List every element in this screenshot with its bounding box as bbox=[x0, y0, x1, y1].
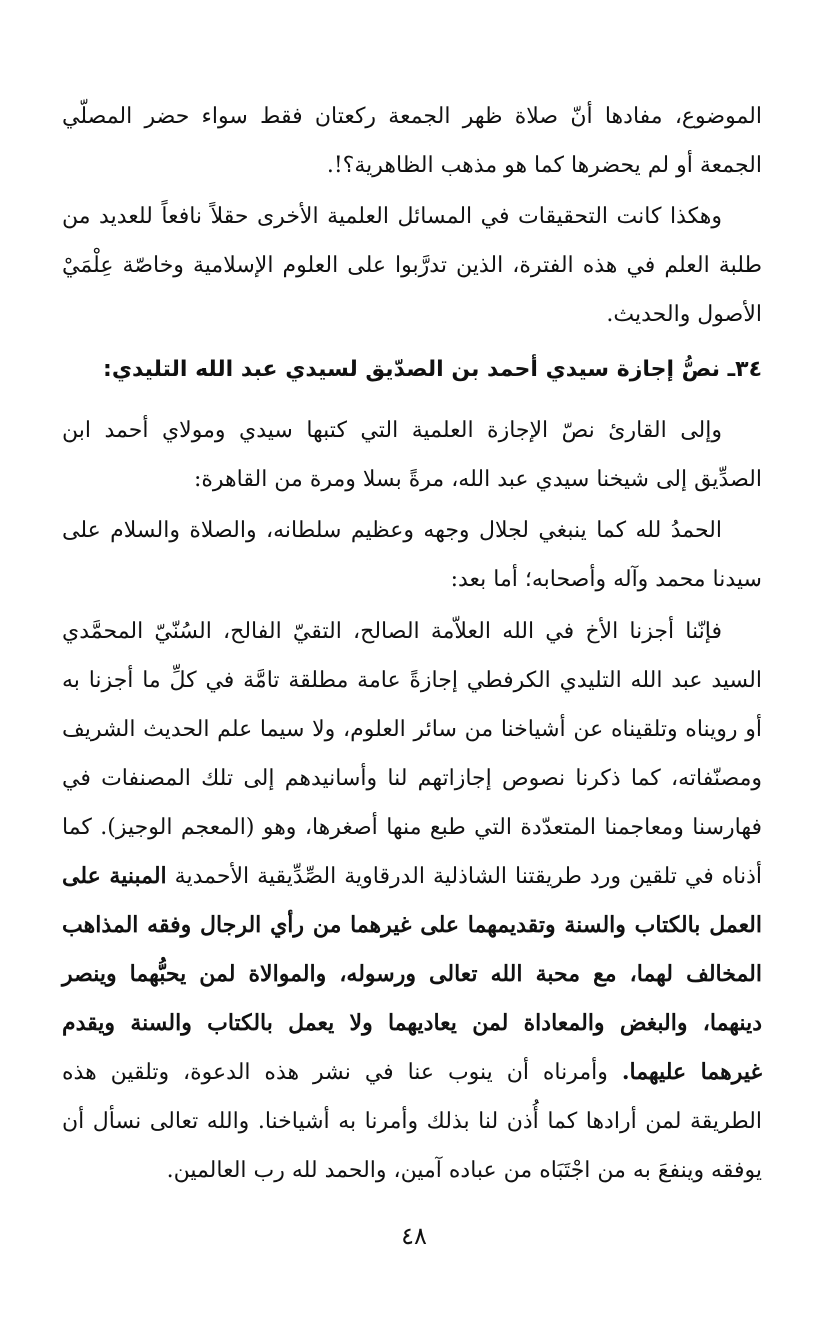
ijaza-text-bold: المبنية على العمل بالكتاب والسنة وتقديمهما على غيرهما من رأي الرجال وفقه المذاهب المخالف لهما، مع محبة الله تعالى ورسوله، والموالاة لمن يحبُّهما وينصر دينهما، والبغض والمعاداة لمن يعاديهما ولا يعمل بالكتاب والسنة ويقدم غيرهما عليهما. bbox=[62, 863, 763, 1085]
paragraph-praise: الحمدُ لله كما ينبغي لجلال وجهه وعظيم سلطانه، والصلاة والسلام على سيدنا محمد وآله وأصحابه؛ أما بعد: bbox=[62, 518, 762, 592]
paragraph-intro: وإلى القارئ نصّ الإجازة العلمية التي كتبها سيدي ومولاي أحمد ابن الصدِّيق إلى شيخنا سيدي عبد الله، مرةً بسلا ومرة من القاهرة: bbox=[62, 418, 762, 492]
ijaza-text-part-2: وأمرناه أن ينوب عنا في نشر هذه الدعوة، وتلقين هذه الطريقة لمن أرادها كما أُذن لنا بذلك وأمرنا به أشياخنا. والله تعالى نسأل أن يوفقه وينفعَ به من اجْتَبَاه من عباده آمين، والحمد لله رب العالمين. bbox=[62, 1060, 762, 1183]
section-heading: ٣٤ـ نصُّ إجازة سيدي أحمد بن الصدّيق لسيدي عبد الله التليدي: bbox=[103, 357, 762, 382]
ijaza-text-part-1: فإنّنا أجزنا الأخ في الله العلاّمة الصالح، التقيّ الفالح، السُنّيّ المحمَّدي السيد عبد الله التليدي الكرفطي إجازةً عامة مطلقة تامَّة في كلِّ ما أجزنا به أو رويناه وتلقيناه عن أشياخنا من سائر العلوم، ولا سيما علم الحديث الشريف ومصنّفاته، كما ذكرنا نصوص إجازاتهم لنا وأسانيدهم إلى تلك المصنفات في فهارسنا ومعاجمنا المتعدّدة التي طبع منها أصغرها، وهو (المعجم الوجيز). كما أذناه في تلقين ورد طريقتنا الشاذلية الدرقاوية الصِّدِّيقية الأحمدية bbox=[62, 619, 762, 889]
page-number: ٤٨ bbox=[401, 1222, 427, 1250]
paragraph-continuation: الموضوع، مفادها أنّ صلاة ظهر الجمعة ركعتان فقط سواء حضر المصلّي الجمعة أو لم يحضرها كما هو مذهب الظاهرية؟!. bbox=[62, 104, 762, 178]
paragraph-investigations: وهكذا كانت التحقيقات في المسائل العلمية الأخرى حقلاً نافعاً للعديد من طلبة العلم في هذه الفترة، الذين تدرَّبوا على العلوم الإسلامية وخاصّة عِلْمَيْ الأصول والحديث. bbox=[62, 204, 762, 327]
paragraph-ijaza-text bbox=[62, 607, 762, 1195]
